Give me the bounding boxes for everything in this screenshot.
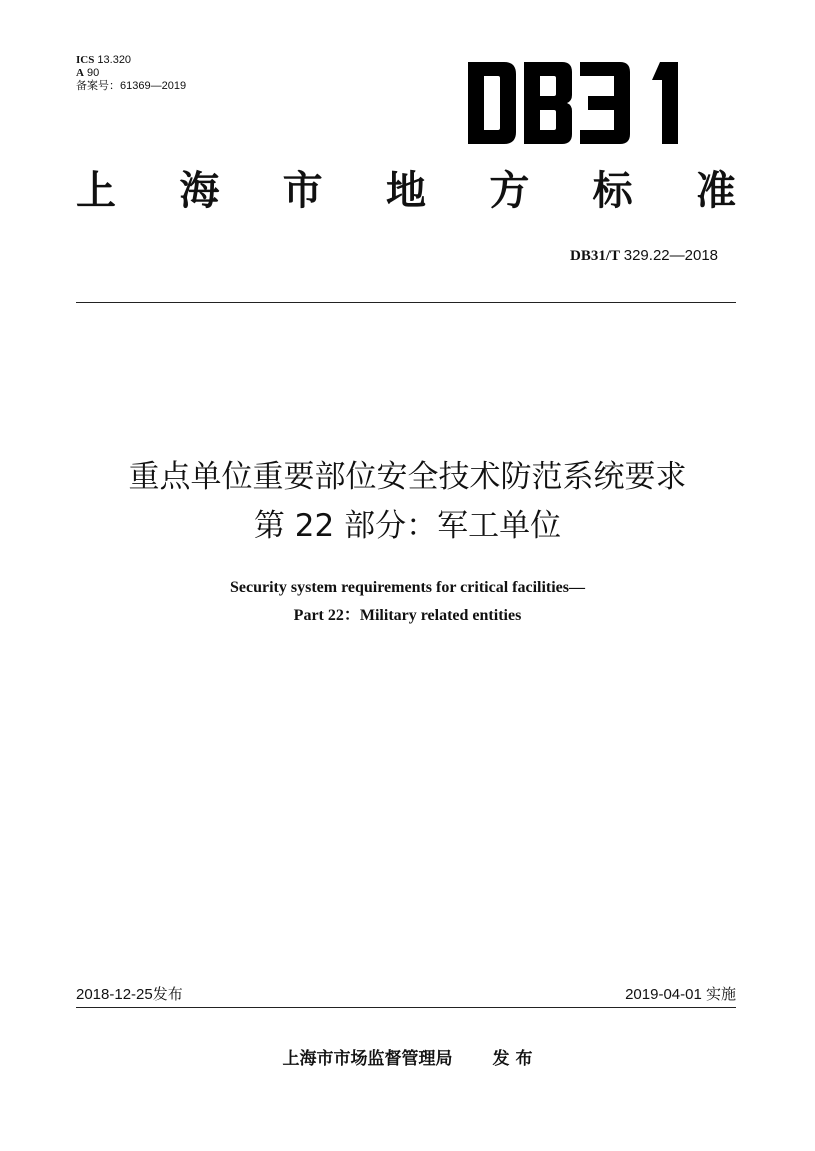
title-cn-line2: 第 22 部分：军工单位: [253, 508, 562, 544]
standard-type-char: 上: [76, 168, 116, 214]
standard-type-char: 准: [695, 168, 736, 214]
db31-logo: [468, 62, 692, 144]
publish-date-line: [76, 984, 183, 1005]
standard-number: [570, 246, 718, 266]
implement-date: 2019-04-01: [625, 986, 702, 1003]
class-label: A: [76, 67, 84, 79]
logo-letter-b: [524, 62, 572, 144]
implement-label: 实施: [705, 985, 736, 1003]
standard-number-value: 329.22—2018: [623, 247, 718, 264]
issuer-line: [40, 1047, 775, 1071]
issuer-name: 上海市市场监督管理局: [282, 1049, 453, 1069]
logo-digit-3: [580, 62, 630, 144]
ics-value: 13.320: [97, 54, 132, 66]
implement-date-line: [625, 984, 736, 1005]
issuer-action: 发 布: [492, 1049, 533, 1069]
publish-label: 发布: [152, 985, 183, 1003]
title-en-line1: Security system requirements for critical facilities—: [229, 579, 585, 596]
standard-type-char: 标: [592, 168, 633, 214]
standard-type-char: 地: [385, 168, 426, 214]
title-cn-line1: 重点单位重要部位安全技术防范系统要求: [128, 459, 687, 495]
title-en-line2: Part 22：Military related entities: [293, 607, 522, 624]
standard-type-char: 方: [489, 168, 530, 214]
class-line: [76, 67, 186, 80]
classification-block: [76, 54, 186, 93]
standard-number-prefix: DB31/T: [569, 248, 620, 264]
ics-line: [76, 54, 186, 67]
footer-divider: [76, 1007, 736, 1008]
ics-label: ICS: [76, 54, 95, 66]
class-value: 90: [87, 67, 100, 79]
record-number: 备案号：61369—2019: [76, 80, 187, 92]
logo-letter-d: [468, 62, 516, 144]
standard-type-char: 海: [179, 168, 220, 214]
standard-type-char: 市: [282, 168, 323, 214]
standard-type-heading: [76, 166, 736, 216]
header-divider: [76, 302, 736, 303]
logo-digit-1: [652, 62, 678, 144]
publish-date: 2018-12-25: [76, 986, 153, 1003]
